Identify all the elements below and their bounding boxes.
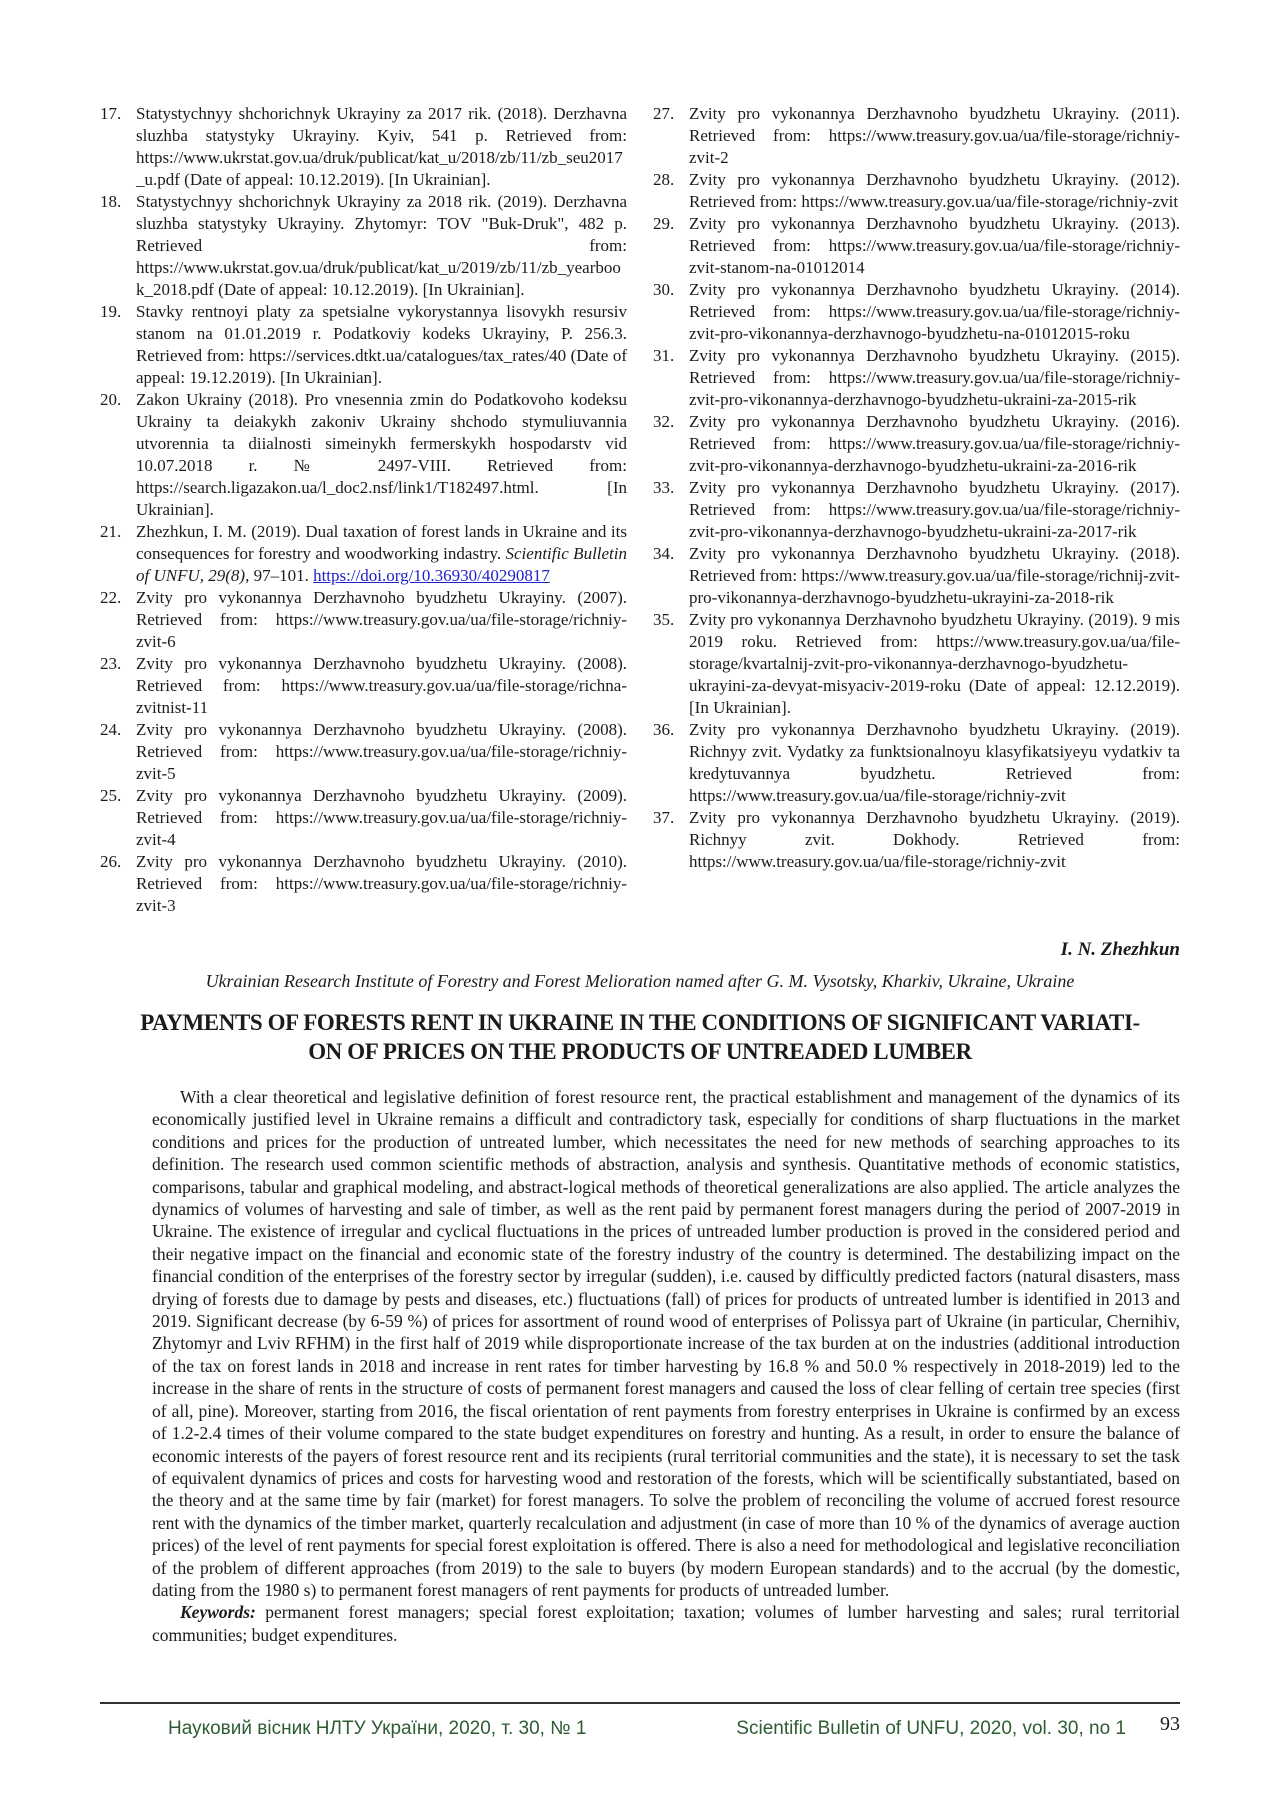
reference-35 [653, 609, 1180, 719]
reference-text: Zakon Ukrainy (2018). Pro vnesennia zmin do Podatkovoho kodeksu Ukrainy ta deiakykh zakoniv Ukrainy shchodo stymuliuvannia utvorennia ta diialnosti simeinykh fermerskykh hospodarstv vid 10.07.2018 r. № 2497-VIII. Retrieved from: https://search.ligazakon.ua/l_doc2.nsf/link1/T182497.html. [In Ukrainian]. [136, 390, 627, 519]
reference-26 [100, 851, 627, 917]
doi-link[interactable]: https://doi.org/10.36930/40290817 [313, 566, 550, 585]
reference-text: Zvity pro vykonannya Derzhavnoho byudzhetu Ukrayiny. (2007). Retrieved from: https://www.treasury.gov.ua/ua/file-storage/richniy-zvit-6 [136, 588, 627, 651]
reference-text: Zvity pro vykonannya Derzhavnoho byudzhetu Ukrayiny. (2019). 9 mis 2019 roku. Retrieved from: https://www.treasury.gov.ua/ua/file-storage/kvartalnij-zvit-pro-vikonannya-derzhavnogo-byudzhetu-ukrayini-za-devyat-misyaciv-2019-roku (Date of appeal: 12.12.2019). [In Ukrainian]. [689, 610, 1180, 717]
reference-text: Zvity pro vykonannya Derzhavnoho byudzhetu Ukrayiny. (2008). Retrieved from: https://www.treasury.gov.ua/ua/file-storage/richniy-zvit-5 [136, 720, 627, 783]
article-title-line1: PAYMENTS OF FORESTS RENT IN UKRAINE IN THE CONDITIONS OF SIGNIFICANT VARIATI- [140, 1010, 1140, 1035]
reference-34 [653, 543, 1180, 609]
reference-text: Zvity pro vykonannya Derzhavnoho byudzhetu Ukrayiny. (2019). Richnyy zvit. Vydatky za funktsionalnoyu klasyfikatsiyeyu vydatkiv ta kredytuvannya byudzhetu. Retrieved from: https://www.treasury.gov.ua/ua/file-storage/richniy-zvit [689, 720, 1180, 805]
reference-text: Zvity pro vykonannya Derzhavnoho byudzhetu Ukrayiny. (2008). Retrieved from: https://www.treasury.gov.ua/ua/file-storage/richna-zvitnist-11 [136, 654, 627, 717]
reference-number: 22. [100, 588, 122, 607]
reference-number: 29. [653, 214, 675, 233]
keywords-line [152, 1601, 1180, 1646]
reference-text: Zvity pro vykonannya Derzhavnoho byudzhetu Ukrayiny. (2018). Retrieved from: https://www.treasury.gov.ua/ua/file-storage/richnij-zvit-pro-vikonannya-derzhavnogo-byudzhetu-ukrayini-za-2018-rik [689, 544, 1180, 607]
reference-number: 31. [653, 346, 675, 365]
reference-text: Zvity pro vykonannya Derzhavnoho byudzhetu Ukrayiny. (2013). Retrieved from: https://www.treasury.gov.ua/ua/file-storage/richniy-zvit-stanom-na-01012014 [689, 214, 1180, 277]
affiliation: Ukrainian Research Institute of Forestry and Forest Melioration named after G. M. Vysotsky, Kharkiv, Ukraine, Ukraine [205, 971, 1075, 991]
reference-number: 20. [100, 390, 122, 409]
reference-27 [653, 103, 1180, 169]
reference-number: 37. [653, 808, 675, 827]
abstract-text: With a clear theoretical and legislative definition of forest resource rent, the practical establishment and management of the dynamics of its economically justified level in Ukraine remains a difficult and contradictory task, especially for conditions of sharp fluctuations in the market conditions and prices for the production of untreated lumber, which necessitates the need for new methods of searching approaches to its definition. The research used common scientific methods of abstraction, analysis and synthesis. Quantitative methods of economic statistics, comparisons, tabular and graphical modeling, and abstract-logical methods of theoretical generalizations are also applied. The article analyzes the dynamics of volumes of harvesting and sale of timber, as well as the rent paid by permanent forest managers during the period of 2007-2019 in Ukraine. The existence of irregular and cyclical fluctuations in the prices of untreaded lumber production is proved in the considered period and their negative impact on the financial and economic state of the forestry industry of the country is determined. The destabilizing impact on the financial condition of the enterprises of the forestry sector by irregular (sudden), i.e. caused by difficultly predicted factors (natural disasters, mass drying of forests due to damage by pests and diseases, etc.) fluctuations (fall) of prices for products of untreated lumber is identified in 2013 and 2019. Significant decrease (by 6-59 %) of prices for assortment of round wood of enterprises of Polissya part of Ukraine (in particular, Chernihiv, Zhytomyr and Lviv RFHM) in the first half of 2019 while disproportionate increase of the tax burden at on the industries (additional introduction of the tax on forest lands in 2018 and increase in rent rates for timber harvesting by 16.8 % and 50.0 % respectively in 2018-2019) led to the increase in the share of rents in the structure of costs of permanent forest managers and caused the loss of clear felling of certain tree species (first of all, pine). Moreover, starting from 2016, the fiscal orientation of rent payments from forestry enterprises in Ukraine is confirmed by an excess of 1.2-2.4 times of their volume compared to the state budget expenditures on forestry and hunting. As a result, in order to ensure the balance of economic interests of the payers of forest resource rent and its recipients (rural territorial communities and the state), it is necessary to set the task of equivalent dynamics of prices and costs for harvesting wood and restoration of the forests, which will be scientifically substantiated, based on the theory and at the same time by fair (market) for forest managers. To solve the problem of reconciling the volume of accrued forest resource rent with the dynamics of the timber market, quarterly recalculation and adjustment (in case of more than 10 % of the dynamics of average auction prices) of the level of rent payments for special forest exploitation is offered. There is also a need for methodological and legislative reconciliation of the problem of different approaches (from 2019) to the sale to buyers (by modern European standards) and to the accrual (by the domestic, dating from the 1980 s) to permanent forest managers of rent payments for products of untreaded lumber. [152, 1087, 1180, 1600]
reference-21 [100, 521, 627, 587]
footer-journal-uk: Науковий вісник НЛТУ України, 2020, т. 30, № 1 [168, 1718, 587, 1739]
reference-text: Zvity pro vykonannya Derzhavnoho byudzhetu Ukrayiny. (2016). Retrieved from: https://www.treasury.gov.ua/ua/file-storage/richniy-zvit-pro-vikonannya-derzhavnogo-byudzhetu-ukraini-za-2016-rik [689, 412, 1180, 475]
references-list-left [100, 103, 627, 917]
reference-36 [653, 719, 1180, 807]
reference-number: 21. [100, 522, 122, 541]
keywords-text: permanent forest managers; special forest exploitation; taxation; volumes of lumber harvesting and sales; rural territorial communities; budget expenditures. [152, 1602, 1180, 1645]
reference-number: 26. [100, 852, 122, 871]
reference-number: 27. [653, 104, 675, 123]
journal-name-italic: Scientific Bulletin of UNFU, 29(8), [136, 544, 628, 585]
reference-text: Stavky rentnoyi platy za spetsialne vykorystannya lisovykh resursiv stanom na 01.01.2019 r. Podatkoviy kodeks Ukrayiny, P. 256.3. Retrieved from: https://services.dtkt.ua/catalogues/tax_rates/40 (Date of appeal: 19.12.2019). [In Ukrainian]. [136, 302, 627, 387]
reference-text: Zvity pro vykonannya Derzhavnoho byudzhetu Ukrayiny. (2014). Retrieved from: https://www.treasury.gov.ua/ua/file-storage/richniy-zvit-pro-vikonannya-derzhavnogo-byudzhetu-na-01012015-roku [689, 280, 1180, 343]
reference-text: Zvity pro vykonannya Derzhavnoho byudzhetu Ukrayiny. (2017). Retrieved from: https://www.treasury.gov.ua/ua/file-storage/richniy-zvit-pro-vikonannya-derzhavnogo-byudzhetu-ukraini-za-2017-rik [689, 478, 1180, 541]
reference-number: 18. [100, 192, 122, 211]
keywords-label: Keywords: [180, 1602, 256, 1623]
reference-number: 36. [653, 720, 675, 739]
reference-30 [653, 279, 1180, 345]
reference-20 [100, 389, 627, 521]
reference-33 [653, 477, 1180, 543]
reference-number: 33. [653, 478, 675, 497]
reference-number: 34. [653, 544, 675, 563]
footer-journal-en: Scientific Bulletin of UNFU, 2020, vol. 30, no 1 [736, 1718, 1126, 1739]
reference-number: 19. [100, 302, 122, 321]
reference-number: 24. [100, 720, 122, 739]
reference-31 [653, 345, 1180, 411]
author-name: I. N. Zhezhkun [1060, 939, 1180, 960]
reference-18 [100, 191, 627, 301]
article-title-line2: ON OF PRICES ON THE PRODUCTS OF UNTREADED LUMBER [308, 1039, 972, 1064]
references-section [100, 103, 1180, 917]
reference-28 [653, 169, 1180, 213]
reference-number: 32. [653, 412, 675, 431]
reference-19 [100, 301, 627, 389]
reference-text: Statystychnyy shchorichnyk Ukrayiny za 2018 rik. (2019). Derzhavna sluzhba statystyky Ukrayiny. Zhytomyr: TOV "Buk-Druk", 482 p. Retrieved from: https://www.ukrstat.gov.ua/druk/publicat/kat_u/2019/zb/11/zb_yearbook_2018.pdf (Date of appeal: 10.12.2019). [In Ukrainian]. [136, 192, 627, 299]
article-title [100, 1008, 1180, 1066]
abstract-section [152, 1086, 1180, 1646]
reference-text: Zhezhkun, I. M. (2019). Dual taxation of forest lands in Ukraine and its consequences for forestry and woodworking indastry. [136, 522, 627, 563]
reference-text: Zvity pro vykonannya Derzhavnoho byudzhetu Ukrayiny. (2010). Retrieved from: https://www.treasury.gov.ua/ua/file-storage/richniy-zvit-3 [136, 852, 627, 915]
reference-29 [653, 213, 1180, 279]
reference-24 [100, 719, 627, 785]
reference-text: Zvity pro vykonannya Derzhavnoho byudzhetu Ukrayiny. (2009). Retrieved from: https://www.treasury.gov.ua/ua/file-storage/richniy-zvit-4 [136, 786, 627, 849]
reference-text: Zvity pro vykonannya Derzhavnoho byudzhetu Ukrayiny. (2012). Retrieved from: https://www.treasury.gov.ua/ua/file-storage/richniy-zvit [689, 170, 1180, 211]
reference-23 [100, 653, 627, 719]
references-list-right [653, 103, 1180, 917]
reference-text: Statystychnyy shchorichnyk Ukrayiny za 2017 rik. (2018). Derzhavna sluzhba statystyky Ukrayiny. Kyiv, 541 p. Retrieved from: https://www.ukrstat.gov.ua/druk/publicat/kat_u/2018/zb/11/zb_seu2017_u.pdf (Date of appeal: 10.12.2019). [In Ukrainian]. [136, 104, 627, 189]
reference-17 [100, 103, 627, 191]
page-footer [100, 1702, 1180, 1741]
reference-number: 28. [653, 170, 675, 189]
reference-text: Zvity pro vykonannya Derzhavnoho byudzhetu Ukrayiny. (2011). Retrieved from: https://www.treasury.gov.ua/ua/file-storage/richniy-zvit-2 [689, 104, 1180, 167]
reference-number: 25. [100, 786, 122, 805]
reference-pages: 97–101. [249, 566, 314, 585]
reference-number: 17. [100, 104, 122, 123]
reference-number: 30. [653, 280, 675, 299]
reference-text: Zvity pro vykonannya Derzhavnoho byudzhetu Ukrayiny. (2019). Richnyy zvit. Dokhody. Retrieved from: https://www.treasury.gov.ua/ua/file-storage/richniy-zvit [689, 808, 1180, 871]
reference-22 [100, 587, 627, 653]
reference-number: 23. [100, 654, 122, 673]
reference-32 [653, 411, 1180, 477]
reference-text: Zvity pro vykonannya Derzhavnoho byudzhetu Ukrayiny. (2015). Retrieved from: https://www.treasury.gov.ua/ua/file-storage/richniy-zvit-pro-vikonannya-derzhavnogo-byudzhetu-ukraini-za-2015-rik [689, 346, 1180, 409]
reference-25 [100, 785, 627, 851]
reference-number: 35. [653, 610, 675, 629]
reference-37 [653, 807, 1180, 873]
page-number: 93 [1160, 1713, 1180, 1735]
